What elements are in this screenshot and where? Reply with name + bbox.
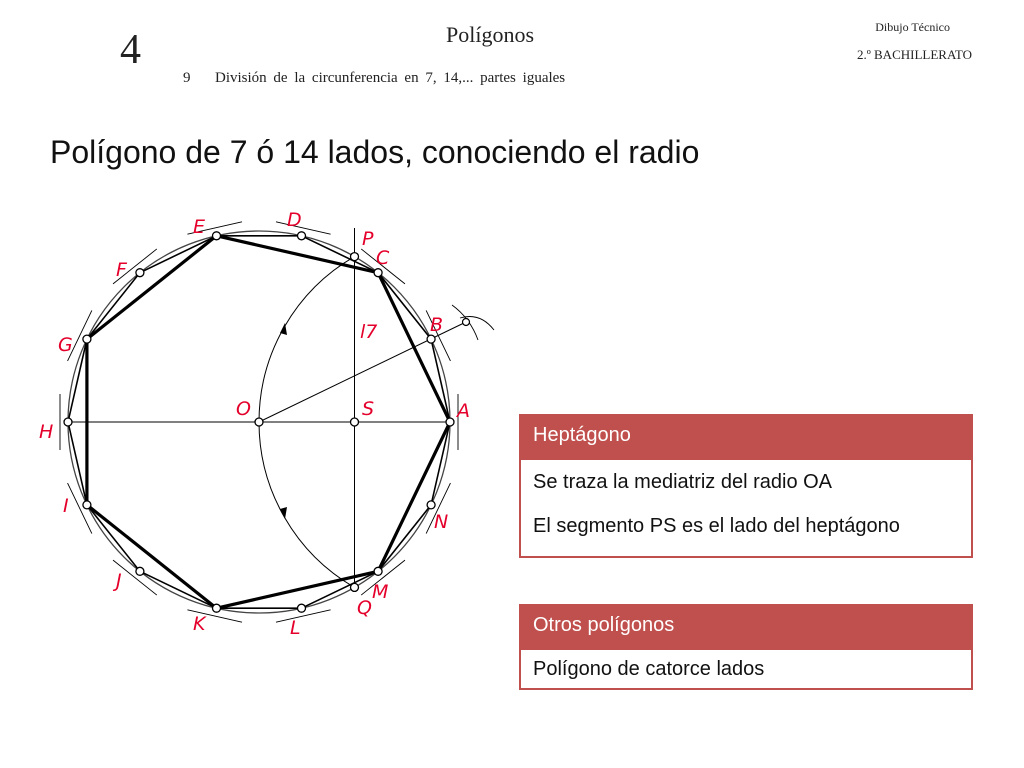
tetradecagon-side: [431, 339, 450, 422]
point-label-l: L: [290, 617, 301, 639]
point-label-b: B: [430, 314, 444, 336]
point-g: [83, 335, 91, 343]
subject-label: Dibujo Técnico: [875, 20, 950, 34]
construction-lines: [60, 222, 494, 622]
point-e: [212, 232, 220, 240]
heptagon-box-title: Heptágono: [521, 416, 971, 460]
point-label-k: K: [193, 613, 206, 635]
tetradecagon-side: [431, 422, 450, 505]
point-label-o: O: [236, 398, 251, 420]
point-i: [83, 501, 91, 509]
point-c: [374, 269, 382, 277]
point-label-l7: l7: [360, 321, 378, 343]
heptagon-side: [87, 236, 217, 339]
point-m: [374, 567, 382, 575]
point-n: [427, 501, 435, 509]
point-label-p: P: [362, 228, 374, 250]
lesson-title: División de la circunferencia en 7, 14,... partes iguales: [215, 70, 566, 86]
point-j: [136, 567, 144, 575]
point-label-j: J: [116, 570, 122, 592]
point-o: [255, 418, 263, 426]
point-s: [351, 418, 359, 426]
point-label-c: C: [376, 247, 390, 269]
point-label-d: D: [287, 209, 302, 231]
point-b: [427, 335, 435, 343]
unit-number: 4: [120, 27, 141, 73]
point-label-s: S: [362, 398, 375, 420]
page-title: Polígono de 7 ó 14 lados, conociendo el radio: [50, 134, 700, 170]
heptagon-side: [87, 505, 217, 608]
unit-title: Polígonos: [445, 22, 535, 47]
tetradecagon-side: [68, 422, 87, 505]
point-label-a: A: [457, 400, 470, 422]
heptagon-step-2: El segmento PS es el lado del heptágono: [533, 515, 900, 537]
tetradecagon-side: [87, 505, 140, 571]
other-polygons-title: Otros polígonos: [521, 606, 971, 650]
lesson-number: 9: [183, 70, 191, 86]
point-label-g: G: [58, 334, 73, 356]
tetradecagon-side: [87, 273, 140, 339]
point-label-h: H: [39, 421, 54, 443]
point-label-e: E: [193, 216, 206, 238]
point-h: [64, 418, 72, 426]
point-label-q: Q: [357, 597, 372, 619]
other-polygons-box: [519, 604, 973, 690]
point-label-m: M: [372, 581, 389, 603]
point-p: [351, 253, 359, 261]
point-q: [351, 583, 359, 591]
point-k: [212, 604, 220, 612]
course-label: 2.º BACHILLERATO: [856, 47, 972, 62]
point-a: [446, 418, 454, 426]
point-d: [298, 232, 306, 240]
other-polygons-item: Polígono de catorce lados: [533, 658, 765, 680]
point-label-i: I: [63, 495, 69, 517]
heptagon-side: [378, 422, 450, 571]
heptagon-info-box: [519, 414, 973, 558]
point-label-n: N: [434, 511, 449, 533]
point-l: [298, 604, 306, 612]
heptagon-step-1: Se traza la mediatriz del radio OA: [533, 471, 833, 493]
arc-arrow: [280, 507, 287, 519]
point-f: [136, 269, 144, 277]
auxiliary-point: [463, 319, 470, 326]
point-label-f: F: [116, 259, 127, 281]
